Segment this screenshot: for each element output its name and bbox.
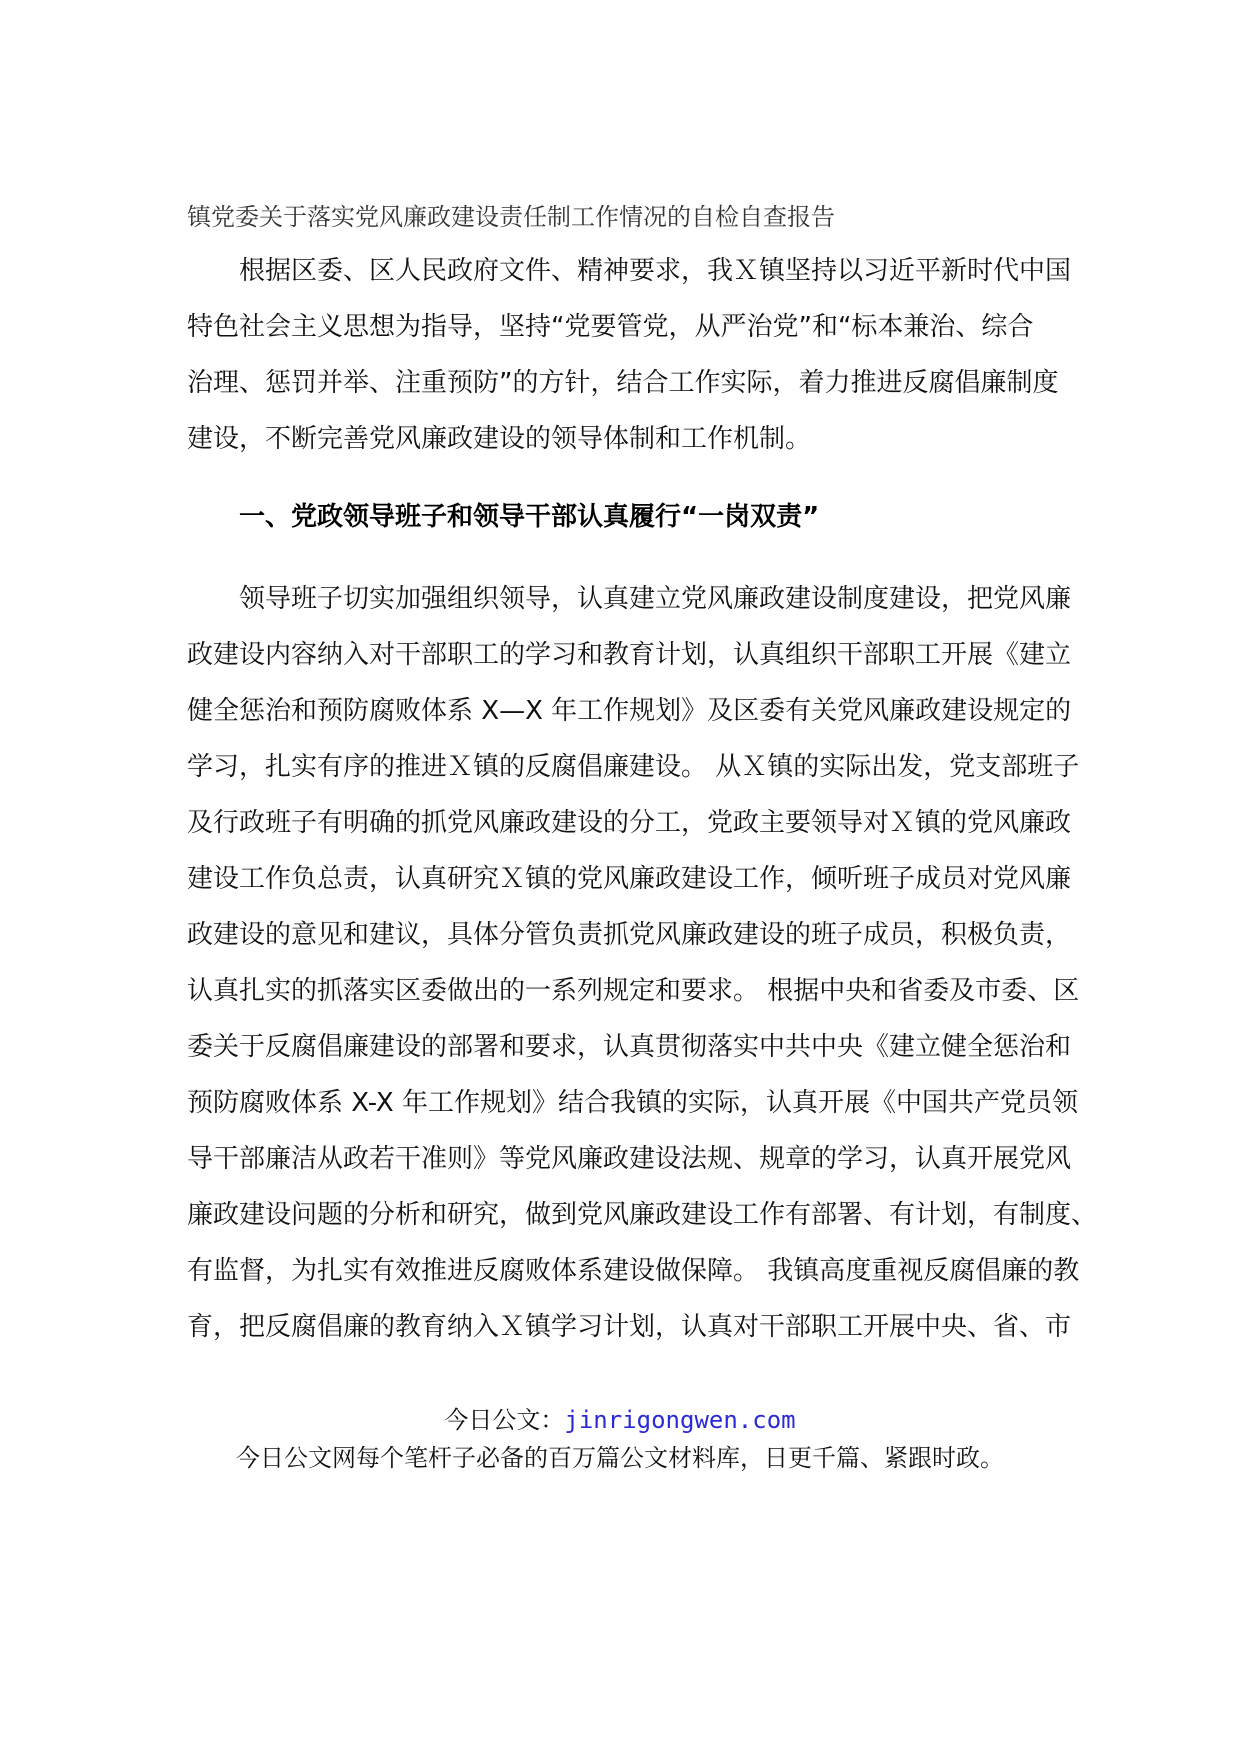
body-line: 导干部廉洁从政若干准则》等党风廉政建设法规、规章的学习，认真开展党风 xyxy=(187,1144,1072,1174)
footer-site-line xyxy=(0,1404,1240,1436)
body-line: 认真扎实的抓落实区委做出的一系列规定和要求。 根据中央和省委及市委、区 xyxy=(187,976,1080,1006)
body-line: 及行政班子有明确的抓党风廉政建设的分工，党政主要领导对Ｘ镇的党风廉政 xyxy=(187,808,1072,838)
footer-label: 今日公文： xyxy=(444,1406,565,1434)
body-line: 有监督，为扎实有效推进反腐败体系建设做保障。 我镇高度重视反腐倡廉的教 xyxy=(187,1256,1080,1286)
body-line: 廉政建设问题的分析和研究，做到党风廉政建设工作有部署、有计划，有制度、 xyxy=(187,1200,1098,1230)
body-line: 委关于反腐倡廉建设的部署和要求，认真贯彻落实中共中央《建立健全惩治和 xyxy=(187,1032,1072,1062)
intro-line: 治理、惩罚并举、注重预防”的方针，结合工作实际，着力推进反腐倡廉制度 xyxy=(187,368,1059,398)
footer-site-link[interactable]: jinrigongwen.com xyxy=(564,1406,796,1434)
body-line: 预防腐败体系 X-X 年工作规划》结合我镇的实际，认真开展《中国共产党员领 xyxy=(187,1088,1078,1118)
body-line: 健全惩治和预防腐败体系 X—X 年工作规划》及区委有关党风廉政建设规定的 xyxy=(187,696,1072,726)
body-line: 学习，扎实有序的推进Ｘ镇的反腐倡廉建设。 从Ｘ镇的实际出发，党支部班子 xyxy=(187,752,1080,782)
body-line: 建设工作负总责，认真研究Ｘ镇的党风廉政建设工作，倾听班子成员对党风廉 xyxy=(187,864,1072,894)
intro-line: 特色社会主义思想为指导，坚持“党要管党，从严治党”和“标本兼治、综合 xyxy=(187,312,1034,342)
intro-line: 建设，不断完善党风廉政建设的领导体制和工作机制。 xyxy=(187,424,812,454)
body-line: 领导班子切实加强组织领导，认真建立党风廉政建设制度建设，把党风廉 xyxy=(239,584,1072,614)
section-heading: 一、党政领导班子和领导干部认真履行“一岗双责” xyxy=(239,502,820,532)
document-title: 镇党委关于落实党风廉政建设责任制工作情况的自检自查报告 xyxy=(187,203,835,231)
body-line: 政建设内容纳入对干部职工的学习和教育计划，认真组织干部职工开展《建立 xyxy=(187,640,1072,670)
footer-tagline: 今日公文网每个笔杆子必备的百万篇公文材料库，日更千篇、紧跟时政。 xyxy=(236,1444,1004,1472)
body-line: 育，把反腐倡廉的教育纳入Ｘ镇学习计划，认真对干部职工开展中央、省、市 xyxy=(187,1312,1072,1342)
body-line: 政建设的意见和建议，具体分管负责抓党风廉政建设的班子成员，积极负责， xyxy=(187,920,1072,950)
intro-line: 根据区委、区人民政府文件、精神要求，我Ｘ镇坚持以习近平新时代中国 xyxy=(239,256,1072,286)
